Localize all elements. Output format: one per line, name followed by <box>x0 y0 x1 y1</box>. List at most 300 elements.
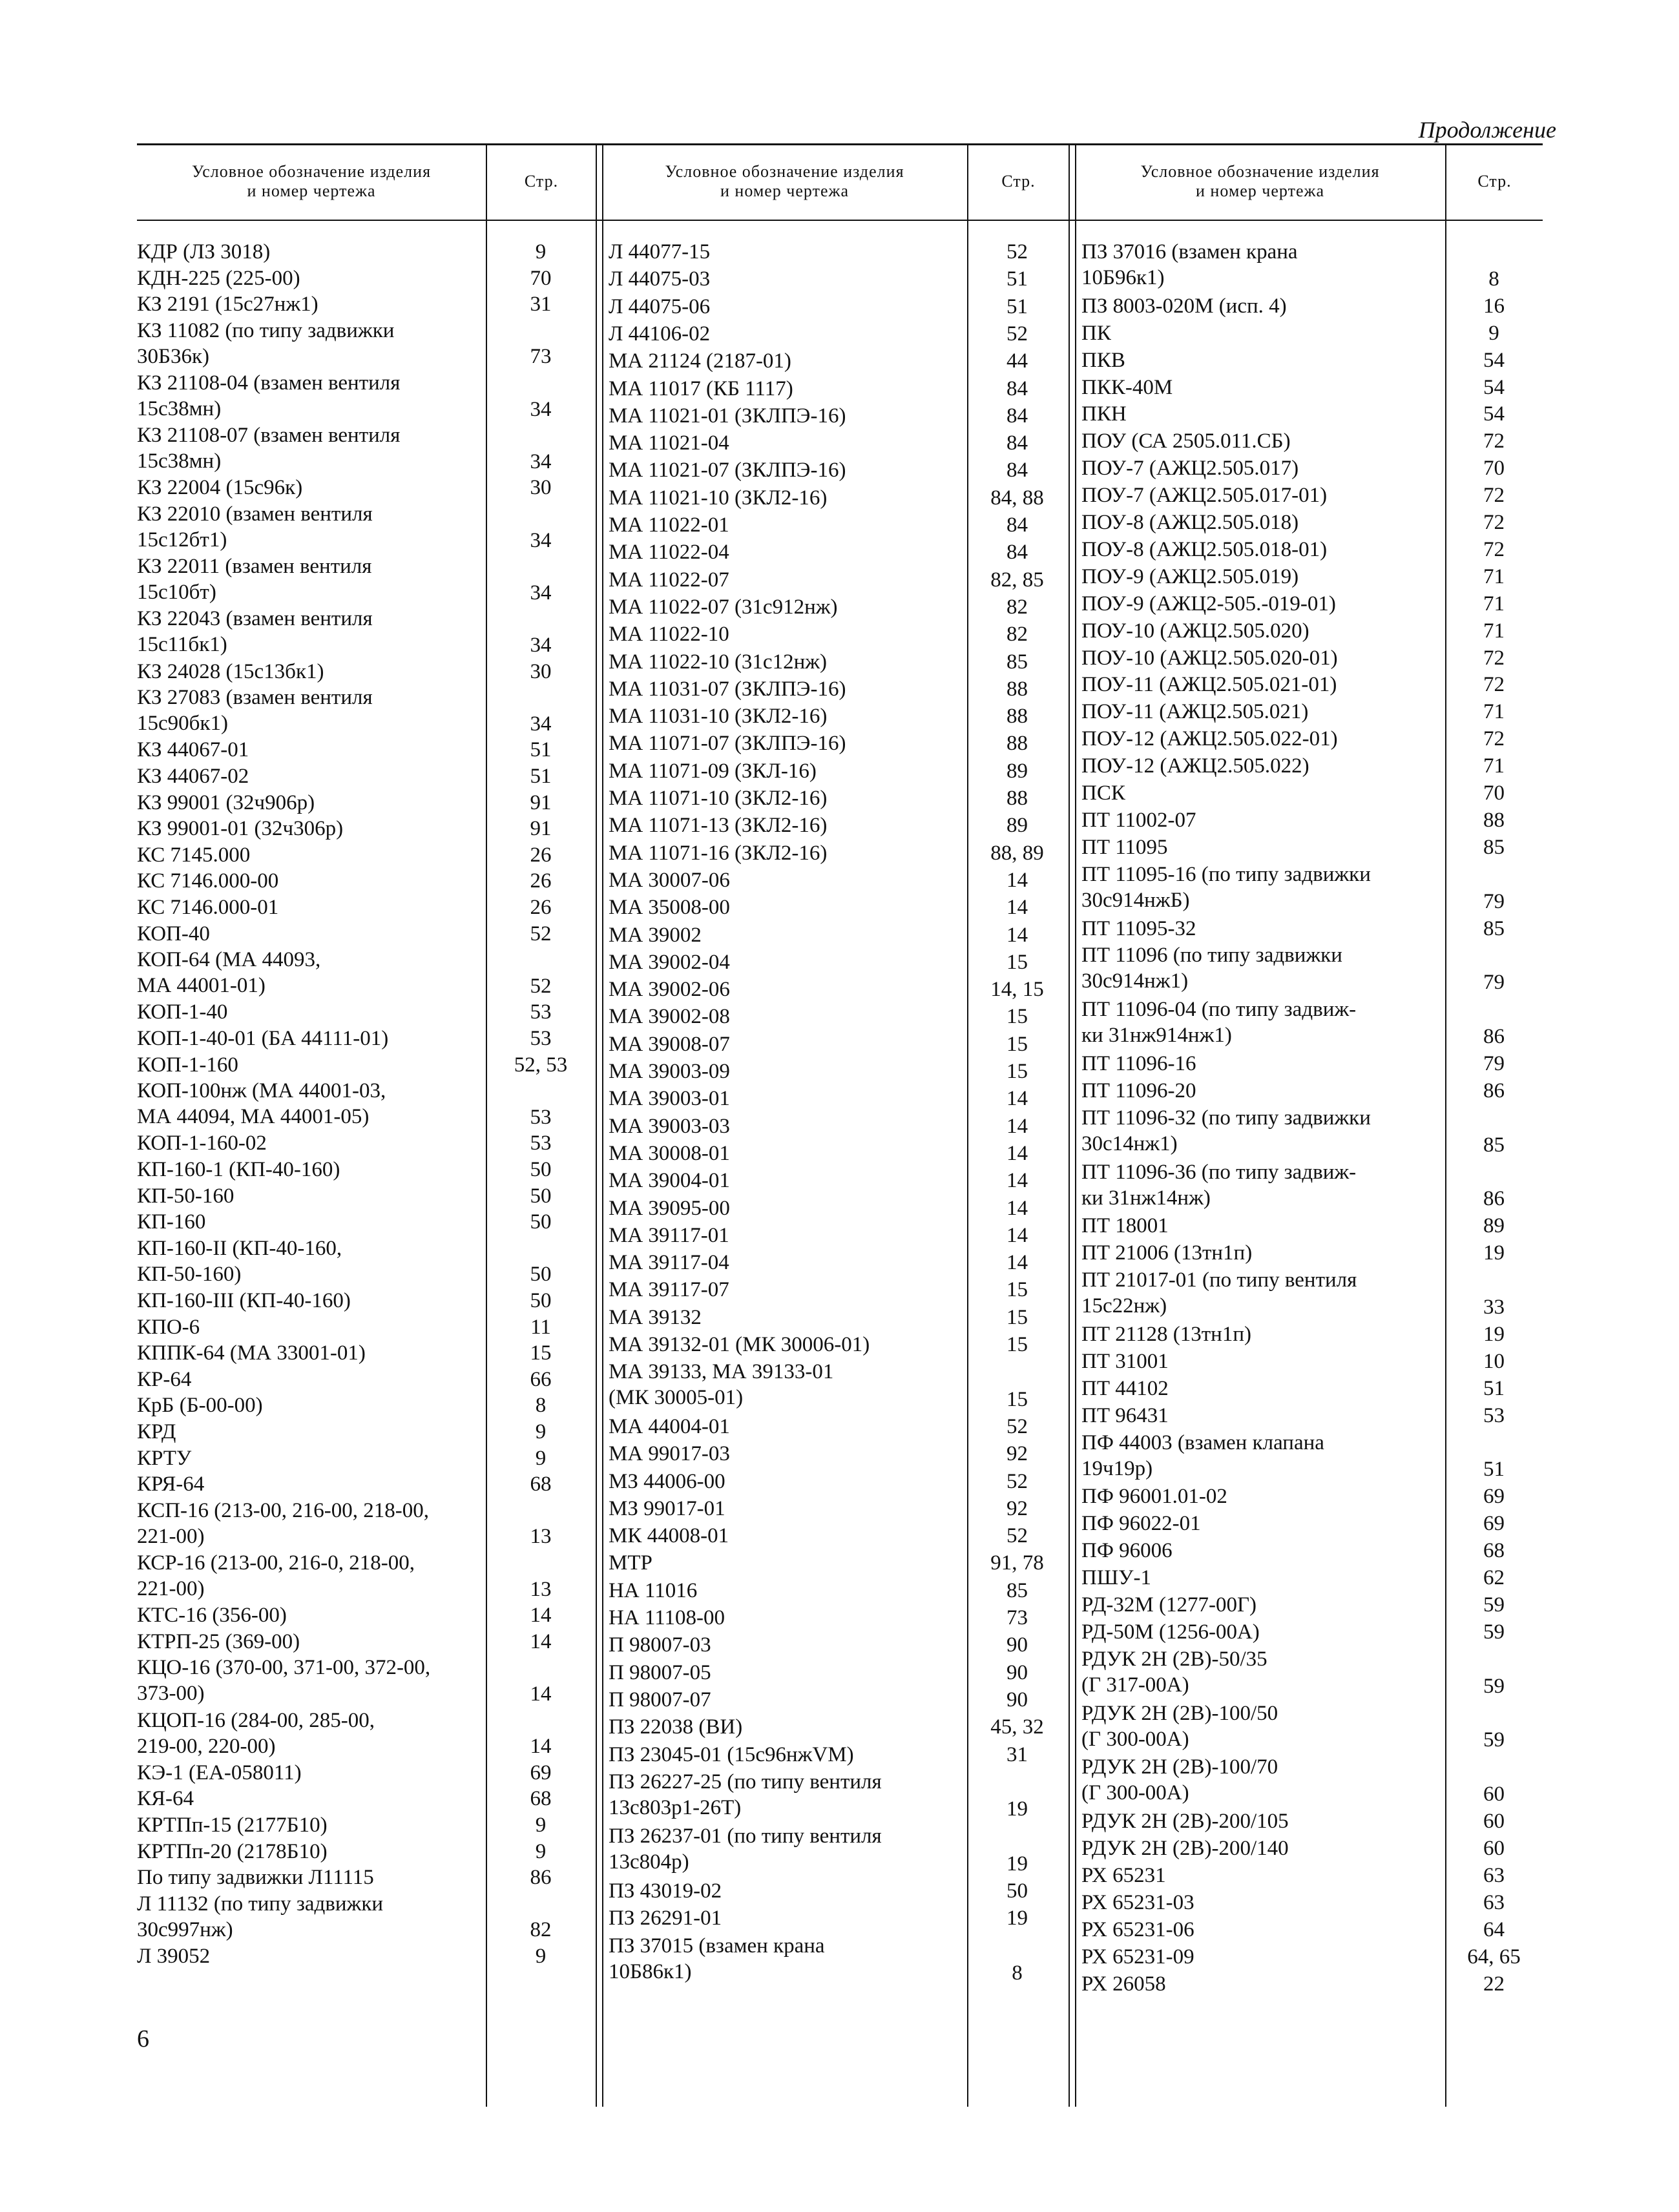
list-item <box>1081 942 1543 997</box>
item-designation: КОП-1-40-01 (БА 44111-01) <box>137 1027 389 1050</box>
item-page: 19 <box>1006 1852 1028 1876</box>
item-designation: КОП-1-160-02 <box>137 1132 267 1155</box>
item-designation: ПОУ-11 (АЖЦ2.505.021) <box>1081 700 1309 724</box>
list-item <box>137 947 596 999</box>
list-item <box>137 265 596 292</box>
item-designation: ПЗ 8003-020М (исп. 4) <box>1081 294 1287 318</box>
page-number: 6 <box>137 2025 149 2052</box>
item-designation: ПОУ-7 (АЖЦ2.505.017) <box>1081 457 1299 481</box>
item-designation: Л 44075-06 <box>609 295 711 318</box>
item-page: 88, 89 <box>990 841 1044 865</box>
list-item <box>1081 1863 1543 1890</box>
list-item <box>137 1708 596 1760</box>
list-item <box>137 868 596 894</box>
item-designation: КЗ 22043 (взамен вентиля 15с11бк1) <box>137 607 373 657</box>
item-designation: ПОУ-10 (АЖЦ2.505.020) <box>1081 619 1309 643</box>
item-designation: ПТ 96431 <box>1081 1403 1169 1427</box>
item-designation: МА 44004-01 <box>609 1414 730 1438</box>
list-item <box>1081 1565 1543 1592</box>
item-designation: КС 7146.000-01 <box>137 896 279 919</box>
list-item <box>1081 753 1543 780</box>
list-item <box>137 318 596 370</box>
list-item <box>609 1878 1028 1905</box>
item-designation: ПТ 21017-01 (по типу вентиля 15с22нж) <box>1081 1268 1357 1318</box>
list-item <box>609 649 1028 676</box>
list-item <box>609 1905 1028 1932</box>
item-designation: КЦОП-16 (284-00, 285-00, 219-00, 220-00) <box>137 1708 375 1758</box>
item-page: 9 <box>535 1446 547 1470</box>
item-page: 92 <box>1006 1442 1028 1466</box>
list-item <box>609 758 1028 785</box>
item-designation: ПОУ-8 (АЖЦ2.505.018) <box>1081 511 1299 534</box>
item-page: 84 <box>1006 404 1028 428</box>
item-designation: ПЗ 26291-01 <box>609 1907 722 1930</box>
list-item <box>609 894 1028 922</box>
item-page: 52 <box>1006 322 1028 346</box>
item-page: 19 <box>1483 1323 1505 1346</box>
item-designation: КП-50-160 <box>137 1184 235 1208</box>
list-item <box>1081 591 1543 618</box>
item-page: 60 <box>1483 1783 1505 1806</box>
header-page: Стр. <box>1477 172 1512 191</box>
item-page: 14 <box>1006 1087 1028 1111</box>
list-item <box>609 922 1028 949</box>
list-item <box>137 1786 596 1812</box>
item-page: 15 <box>1006 1032 1028 1056</box>
item-page: 14 <box>530 1629 552 1653</box>
item-designation: МА 11022-01 <box>609 513 729 537</box>
item-designation: ПОУ-10 (АЖЦ2.505.020-01) <box>1081 646 1338 670</box>
item-page: 13 <box>530 1525 552 1549</box>
item-designation: МА 11031-10 (ЗКЛ2-16) <box>609 705 828 729</box>
list-item <box>1081 1430 1543 1484</box>
item-designation: ПТ 44102 <box>1081 1376 1169 1400</box>
item-designation: КП-160-1 (КП-40-160) <box>137 1158 340 1181</box>
item-page: 54 <box>1483 375 1505 399</box>
item-page: 60 <box>1483 1837 1505 1861</box>
list-item <box>609 1141 1028 1168</box>
list-item <box>137 842 596 869</box>
item-page: 14 <box>1006 1169 1028 1193</box>
list-item <box>1081 726 1543 753</box>
item-designation: РХ 65231-03 <box>1081 1890 1194 1914</box>
item-designation: МА 39117-01 <box>609 1223 729 1247</box>
item-designation: МА 35008-00 <box>609 896 730 920</box>
item-page: 69 <box>1483 1512 1505 1536</box>
item-designation: МЗ 44006-00 <box>609 1469 725 1493</box>
item-designation: НА 11016 <box>609 1578 698 1602</box>
item-page: 19 <box>1006 1907 1028 1930</box>
item-page: 59 <box>1483 1593 1505 1617</box>
list-item <box>609 1469 1028 1496</box>
item-designation: КЗ 99001-01 (32ч306р) <box>137 817 344 841</box>
list-item <box>1081 1538 1543 1565</box>
item-page: 51 <box>1006 267 1028 291</box>
item-designation: РД-50М (1256-00А) <box>1081 1620 1260 1644</box>
item-page: 82 <box>1006 595 1028 619</box>
item-page: 89 <box>1006 814 1028 838</box>
list-item <box>1081 672 1543 699</box>
item-designation: КС 7145.000 <box>137 843 251 867</box>
item-page: 15 <box>1006 1005 1028 1029</box>
item-page: 84 <box>1006 513 1028 537</box>
item-designation: ПФ 96006 <box>1081 1539 1173 1563</box>
item-page: 53 <box>1483 1403 1505 1427</box>
item-page: 90 <box>1006 1660 1028 1684</box>
list-item <box>137 291 596 318</box>
item-designation: Л 44077-15 <box>609 240 711 264</box>
item-designation: КТС-16 (356-00) <box>137 1604 287 1628</box>
item-page: 69 <box>530 1761 552 1784</box>
list-item <box>609 1714 1044 1741</box>
item-designation: КРЯ-64 <box>137 1473 205 1496</box>
list-item <box>137 1157 596 1183</box>
item-designation: ПТ 11002-07 <box>1081 808 1196 832</box>
item-designation: МА 11021-07 (ЗКЛПЭ-16) <box>609 459 846 482</box>
item-page: 53 <box>530 1000 552 1024</box>
list-item <box>609 512 1028 539</box>
item-page: 52, 53 <box>514 1053 568 1077</box>
item-designation: П 98007-05 <box>609 1660 711 1684</box>
list-item <box>1081 807 1543 834</box>
list-item <box>1081 862 1543 916</box>
list-item <box>1081 293 1543 320</box>
item-designation: Л 39052 <box>137 1945 211 1968</box>
item-designation: ПОУ-11 (АЖЦ2.505.021-01) <box>1081 673 1337 697</box>
item-page: 19 <box>1483 1241 1505 1265</box>
item-designation: ПТ 11096-32 (по типу задвижки 30с14нж1) <box>1081 1106 1371 1155</box>
item-page: 86 <box>1483 1025 1505 1049</box>
item-page: 19 <box>1006 1797 1028 1821</box>
item-designation: МА 99017-03 <box>609 1442 730 1466</box>
item-designation: КОП-100нж (МА 44001-03, МА 44094, МА 44001-05) <box>137 1079 386 1129</box>
item-designation: КР-64 <box>137 1367 192 1391</box>
item-page: 8 <box>1012 1961 1023 1985</box>
item-designation: ПК <box>1081 321 1111 345</box>
item-designation: МА 11017 (КБ 1117) <box>609 377 793 400</box>
item-page: 52 <box>530 922 552 946</box>
item-page: 70 <box>530 266 552 290</box>
item-page: 14 <box>530 1604 552 1628</box>
item-designation: ПОУ-9 (АЖЦ2.505.019) <box>1081 564 1299 588</box>
list-item <box>137 1629 596 1655</box>
item-designation: КРД <box>137 1420 176 1443</box>
list-item <box>609 1687 1028 1714</box>
list-item <box>1081 1213 1543 1240</box>
item-page: 90 <box>1006 1688 1028 1711</box>
list-item <box>609 485 1044 512</box>
list-item <box>137 1445 596 1472</box>
list-item <box>609 594 1028 621</box>
list-item <box>1081 997 1543 1051</box>
list-item <box>137 1288 596 1314</box>
item-designation: Л 11132 (по типу задвижки 30с997нж) <box>137 1892 384 1941</box>
item-designation: МА 11022-07 (31с912нж) <box>609 595 838 619</box>
item-page: 90 <box>1006 1633 1028 1657</box>
item-designation: КРТПп-20 (2178Б10) <box>137 1839 328 1863</box>
item-designation: КСР-16 (213-00, 216-0, 218-00, 221-00) <box>137 1551 415 1600</box>
item-page: 59 <box>1483 1674 1505 1698</box>
list-item <box>609 1059 1028 1086</box>
item-page: 84 <box>1006 377 1028 400</box>
item-page: 84 <box>1006 431 1028 455</box>
list-item <box>609 1359 1028 1414</box>
list-item <box>137 1550 596 1602</box>
list-item <box>1081 1349 1543 1376</box>
item-page: 52 <box>1006 240 1028 264</box>
item-designation: РДУК 2Н (2В)-100/70 (Г 300-00А) <box>1081 1755 1278 1805</box>
list-item <box>137 1498 596 1550</box>
item-page: 70 <box>1483 781 1505 805</box>
item-page: 9 <box>535 1814 547 1837</box>
list-item <box>137 606 596 658</box>
item-page: 79 <box>1483 1052 1505 1075</box>
item-designation: ПЗ 37015 (взамен крана 10Б86к1) <box>609 1934 825 1983</box>
item-page: 72 <box>1483 511 1505 534</box>
item-designation: ПЗ 23045-01 (15с96нжVM) <box>609 1742 854 1766</box>
list-item <box>609 1305 1028 1332</box>
item-designation: ПТ 21006 (13тн1п) <box>1081 1241 1253 1265</box>
item-designation: МА 11022-07 <box>609 568 729 592</box>
item-designation: ПОУ-12 (АЖЦ2.505.022-01) <box>1081 727 1338 751</box>
item-page: 62 <box>1483 1566 1505 1590</box>
list-item <box>1081 1754 1543 1808</box>
list-item <box>137 1078 596 1130</box>
item-page: 44 <box>1006 349 1028 373</box>
item-page: 14 <box>530 1682 552 1706</box>
item-page: 50 <box>530 1158 552 1181</box>
list-item <box>137 1602 596 1629</box>
item-page: 89 <box>1483 1214 1505 1238</box>
list-item <box>609 1769 1028 1824</box>
item-page: 86 <box>530 1866 552 1890</box>
item-page: 79 <box>1483 889 1505 913</box>
item-designation: МА 11021-04 <box>609 431 729 455</box>
item-designation: КП-160-III (КП-40-160) <box>137 1289 351 1312</box>
item-page: 91 <box>530 817 552 841</box>
item-page: 72 <box>1483 727 1505 751</box>
list-item <box>1081 1511 1543 1538</box>
item-page: 30 <box>530 476 552 500</box>
item-page: 52 <box>1006 1414 1028 1438</box>
item-designation: МА 39004-01 <box>609 1169 730 1193</box>
list-item <box>137 1026 596 1052</box>
item-page: 89 <box>1006 759 1028 783</box>
index-table <box>137 143 1543 2107</box>
list-item <box>609 403 1028 430</box>
list-item <box>137 1183 596 1210</box>
list-item <box>609 1031 1028 1059</box>
list-item <box>609 1168 1028 1195</box>
item-designation: КОП-1-40 <box>137 1000 228 1024</box>
item-designation: МА 11071-10 (ЗКЛ2-16) <box>609 787 828 810</box>
list-item <box>609 239 1028 266</box>
item-designation: ПТ 11096-20 <box>1081 1079 1196 1102</box>
list-item <box>609 1086 1028 1113</box>
item-page: 26 <box>530 869 552 893</box>
item-page: 16 <box>1483 294 1505 318</box>
item-designation: ПТ 11096 (по типу задвижки 30с914нж1) <box>1081 944 1342 993</box>
item-page: 26 <box>530 843 552 867</box>
item-page: 70 <box>1483 457 1505 481</box>
list-item <box>1081 1808 1543 1835</box>
item-designation: ПЗ 43019-02 <box>609 1879 722 1903</box>
continuation-label: Продолжение <box>1418 117 1556 143</box>
item-designation: КЗ 22004 (15с96к) <box>137 476 303 500</box>
list-item <box>1081 1403 1543 1430</box>
item-designation: ПТ 11095 <box>1081 835 1168 859</box>
item-designation: МА 39132-01 (МК 30006-01) <box>609 1333 870 1356</box>
item-designation: МТР <box>609 1551 652 1575</box>
list-item <box>1081 1483 1543 1511</box>
item-page: 34 <box>530 581 552 605</box>
list-item <box>137 999 596 1026</box>
list-item <box>609 1223 1028 1250</box>
item-designation: РХ 65231-09 <box>1081 1945 1194 1969</box>
item-page: 51 <box>1483 1376 1505 1400</box>
item-designation: ПФ 96001.01-02 <box>1081 1485 1227 1509</box>
list-item <box>609 1632 1028 1659</box>
item-designation: КРТПп-15 (2177Б10) <box>137 1814 328 1837</box>
item-page: 15 <box>1006 950 1028 974</box>
list-item <box>609 430 1028 457</box>
item-page: 85 <box>1006 1578 1028 1602</box>
item-page: 64 <box>1483 1917 1505 1941</box>
list-item <box>1081 428 1543 455</box>
item-page: 71 <box>1483 592 1505 615</box>
item-page: 22 <box>1483 1972 1505 1996</box>
list-item <box>137 1130 596 1157</box>
item-page: 71 <box>1483 700 1505 724</box>
item-page: 34 <box>530 450 552 473</box>
item-designation: НА 11108-00 <box>609 1606 725 1629</box>
list-item <box>1081 699 1543 726</box>
item-designation: КЗ 27083 (взамен вентиля 15с90бк1) <box>137 686 373 736</box>
list-item <box>1081 1835 1543 1863</box>
item-designation: ПКВ <box>1081 348 1125 372</box>
item-page: 14 <box>530 1735 552 1759</box>
item-designation: МА 39095-00 <box>609 1196 730 1220</box>
item-designation: ПКН <box>1081 402 1127 426</box>
list-item <box>609 1742 1028 1769</box>
item-designation: МЗ 99017-01 <box>609 1496 725 1520</box>
list-item <box>137 1812 596 1839</box>
list-item <box>609 348 1028 375</box>
item-page: 59 <box>1483 1728 1505 1752</box>
item-page: 68 <box>530 1787 552 1811</box>
item-designation: КОП-40 <box>137 922 210 946</box>
list-item <box>609 730 1028 758</box>
list-item <box>1081 1646 1543 1700</box>
item-designation: МА 11031-07 (ЗКЛПЭ-16) <box>609 677 846 701</box>
item-designation: МА 39003-09 <box>609 1060 730 1083</box>
item-page: 88 <box>1483 808 1505 832</box>
item-page: 9 <box>535 240 547 264</box>
list-item <box>609 457 1028 484</box>
item-designation: ПТ 11096-16 <box>1081 1052 1196 1075</box>
list-item <box>1081 320 1543 347</box>
list-item <box>1081 564 1543 591</box>
header-item-name: Условное обозначение изделия и номер чертежа <box>191 162 432 200</box>
list-item <box>137 1471 596 1498</box>
item-page: 91, 78 <box>990 1551 1044 1575</box>
item-designation: КП-160-II (КП-40-160, КП-50-160) <box>137 1236 342 1286</box>
header-page: Стр. <box>524 172 559 191</box>
item-page: 84, 88 <box>990 486 1044 510</box>
item-page: 14, 15 <box>990 978 1044 1002</box>
item-page: 9 <box>535 1420 547 1443</box>
item-page: 8 <box>1488 267 1499 291</box>
list-item <box>1081 1890 1543 1917</box>
list-item <box>137 1943 596 1970</box>
list-item <box>137 894 596 921</box>
item-page: 8 <box>535 1394 547 1418</box>
item-page: 45, 32 <box>990 1715 1044 1739</box>
list-item <box>609 1550 1044 1577</box>
item-page: 84 <box>1006 459 1028 482</box>
item-designation: РХ 26058 <box>1081 1972 1166 1996</box>
item-page: 50 <box>530 1289 552 1312</box>
list-item <box>609 1660 1028 1687</box>
item-page: 9 <box>1488 321 1499 345</box>
list-item <box>1081 347 1543 375</box>
item-page: 14 <box>1006 868 1028 892</box>
item-designation: РДУК 2Н (2В)-200/105 <box>1081 1810 1289 1834</box>
list-item <box>137 737 596 763</box>
list-item <box>1081 1376 1543 1403</box>
list-item <box>1081 618 1543 645</box>
item-page: 33 <box>1483 1296 1505 1319</box>
item-designation: КЭ-1 (ЕА-058011) <box>137 1761 302 1784</box>
item-page: 92 <box>1006 1496 1028 1520</box>
item-designation: МА 39117-07 <box>609 1278 729 1302</box>
item-designation: КЗ 44067-01 <box>137 738 249 762</box>
list-item <box>609 321 1028 348</box>
item-designation: ПОУ-8 (АЖЦ2.505.018-01) <box>1081 537 1328 561</box>
item-designation: МА 39117-04 <box>609 1251 729 1275</box>
list-item <box>609 1277 1028 1304</box>
item-page: 79 <box>1483 971 1505 995</box>
item-designation: ПКК-40М <box>1081 375 1173 399</box>
list-item <box>609 567 1044 594</box>
item-page: 14 <box>1006 1141 1028 1165</box>
item-page: 11 <box>530 1315 551 1339</box>
list-item <box>609 1004 1028 1031</box>
item-page: 85 <box>1483 835 1505 859</box>
item-designation: КЗ 44067-02 <box>137 765 249 788</box>
item-designation: ПТ 21128 (13тн1п) <box>1081 1323 1251 1346</box>
item-designation: КДР (ЛЗ 3018) <box>137 240 271 264</box>
item-designation: П 98007-03 <box>609 1633 711 1657</box>
item-designation: МА 39002-06 <box>609 978 730 1002</box>
item-designation: КЦО-16 (370-00, 371-00, 372-00, 373-00) <box>137 1656 431 1706</box>
list-item <box>137 659 596 685</box>
item-page: 72 <box>1483 673 1505 697</box>
list-item <box>137 763 596 790</box>
item-page: 51 <box>530 738 552 762</box>
item-designation: КОП-1-160 <box>137 1053 238 1077</box>
item-page: 88 <box>1006 787 1028 810</box>
list-item <box>1081 1971 1543 1998</box>
header-item-name: Условное обозначение изделия и номер чертежа <box>665 162 904 200</box>
item-page: 54 <box>1483 348 1505 372</box>
item-designation: ПСК <box>1081 781 1125 805</box>
item-page: 15 <box>1006 1333 1028 1356</box>
list-item <box>1081 1321 1543 1349</box>
item-designation: МА 11071-09 (ЗКЛ-16) <box>609 759 817 783</box>
item-page: 54 <box>1483 402 1505 426</box>
item-designation: По типу задвижки Л11115 <box>137 1866 374 1890</box>
